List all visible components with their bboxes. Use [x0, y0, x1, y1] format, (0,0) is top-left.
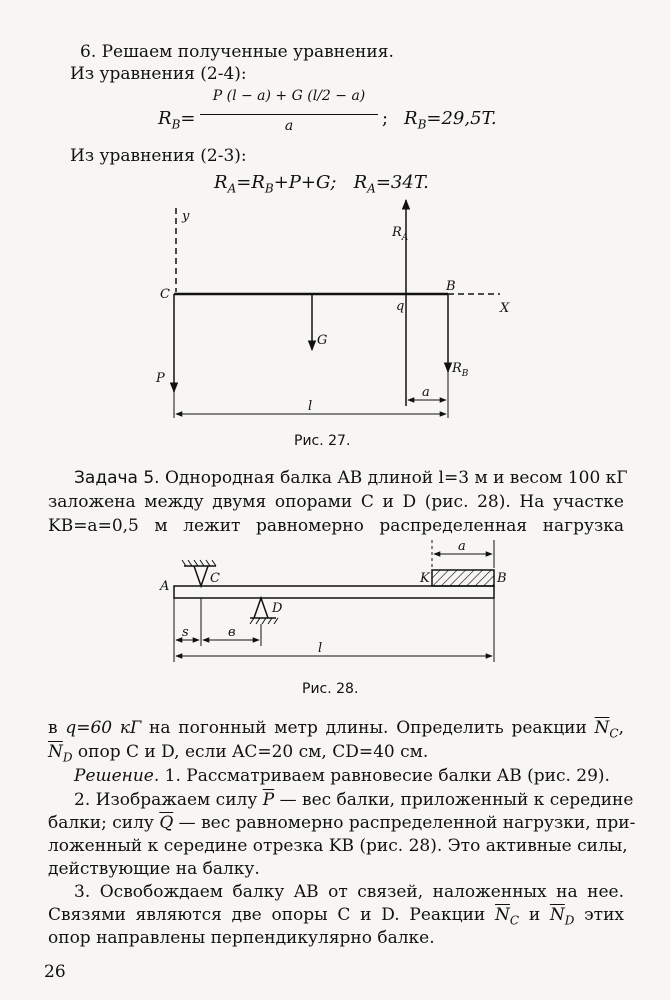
step3-line3: опор направлены перпендикулярно балке.	[48, 928, 435, 948]
fig28-caption: Рис. 28.	[302, 681, 359, 697]
support-d	[254, 598, 268, 618]
problem5-line3: KB=a=0,5 м лежит равномерно распределенная нагрузка	[48, 516, 624, 536]
from-eq-23: Из уравнения (2-3):	[70, 146, 247, 166]
problem5-line1: Задача 5. Однородная балка AB длиной l=3 м и весом 100 кГ	[74, 468, 628, 488]
from-eq-24: Из уравнения (2-4):	[70, 64, 247, 84]
problem5-line2: заложена между двумя опорами C и D (рис. 28). На участке	[48, 492, 624, 512]
fig28-label-l: l	[318, 641, 323, 656]
fig28-label-a-end: A	[160, 579, 170, 594]
distributed-load	[432, 570, 494, 586]
fig27-label-x: X	[500, 301, 510, 316]
page-number: 26	[44, 962, 66, 982]
fig27-label-ra: $R_A$	[392, 225, 409, 243]
step2-line1: 2. Изображаем силу $\overline{P}$ — вес балки, приложенный к середине	[74, 790, 634, 810]
step2-line2: балки; силу $\overline{Q}$ — вес равномерно распределенной нагрузки, при-	[48, 813, 636, 833]
fig28-label-k: K	[420, 571, 430, 586]
fig27-label-rb: $R_B$	[452, 361, 469, 379]
fig27-label-p: P	[156, 371, 165, 386]
rb-lhs: $R_B=$	[158, 108, 196, 132]
fig27-label-c: C	[160, 287, 170, 302]
rb-separator: ;	[382, 108, 389, 129]
fig27-label-g: G	[317, 333, 328, 348]
fig27-label-y: y	[182, 209, 190, 224]
rb-denominator: a	[284, 118, 294, 134]
fig28-label-b: B	[497, 571, 507, 586]
fig28-label-a: a	[458, 539, 466, 554]
fig27-caption: Рис. 27.	[294, 433, 351, 449]
solution-line: Решение. 1. Рассматриваем равновесие балки AB (рис. 29).	[74, 766, 610, 786]
support-c	[194, 566, 208, 586]
fig27-label-q: q	[396, 299, 405, 314]
body-line2: $\overline{N}_D$ опор C и D, если AC=20 см, CD=40 см.	[48, 742, 429, 765]
ra-formula: $R_A=R_B+P+G$; $R_A=34T$.	[214, 172, 429, 196]
support-c-hatch	[182, 560, 216, 566]
fig27-label-l: l	[308, 399, 313, 414]
fig28-label-c: C	[210, 571, 220, 586]
fig28-beam	[174, 586, 494, 598]
step3-line2: Связями являются две опоры C и D. Реакции $\overline{N}_C$ и $\overline{N}_D$ этих	[48, 905, 624, 928]
fig27-label-a: a	[422, 385, 430, 400]
step2-line4: действующие на балку.	[48, 859, 260, 879]
fig27-label-b: B	[446, 279, 456, 294]
fig28-label-d: D	[272, 601, 283, 616]
fig28-label-s: s	[182, 625, 189, 640]
body-line1: в q=60 кГ на погонный метр длины. Определить реакции $\overline{N}_C$,	[48, 718, 625, 741]
support-d-hatch	[250, 618, 278, 624]
rb-numerator: P (l − a) + G (l/2 − a)	[212, 88, 366, 104]
step6-heading: 6. Решаем полученные уравнения.	[80, 42, 394, 62]
step3-line1: 3. Освобождаем балку AB от связей, наложенных на нее.	[74, 882, 624, 902]
step2-line3: ложенный к середине отрезка KB (рис. 28). Это активные силы,	[48, 836, 628, 856]
fig28-label-b-dim: в	[228, 625, 236, 640]
rb-result: $R_B=29,5T$.	[404, 108, 497, 132]
